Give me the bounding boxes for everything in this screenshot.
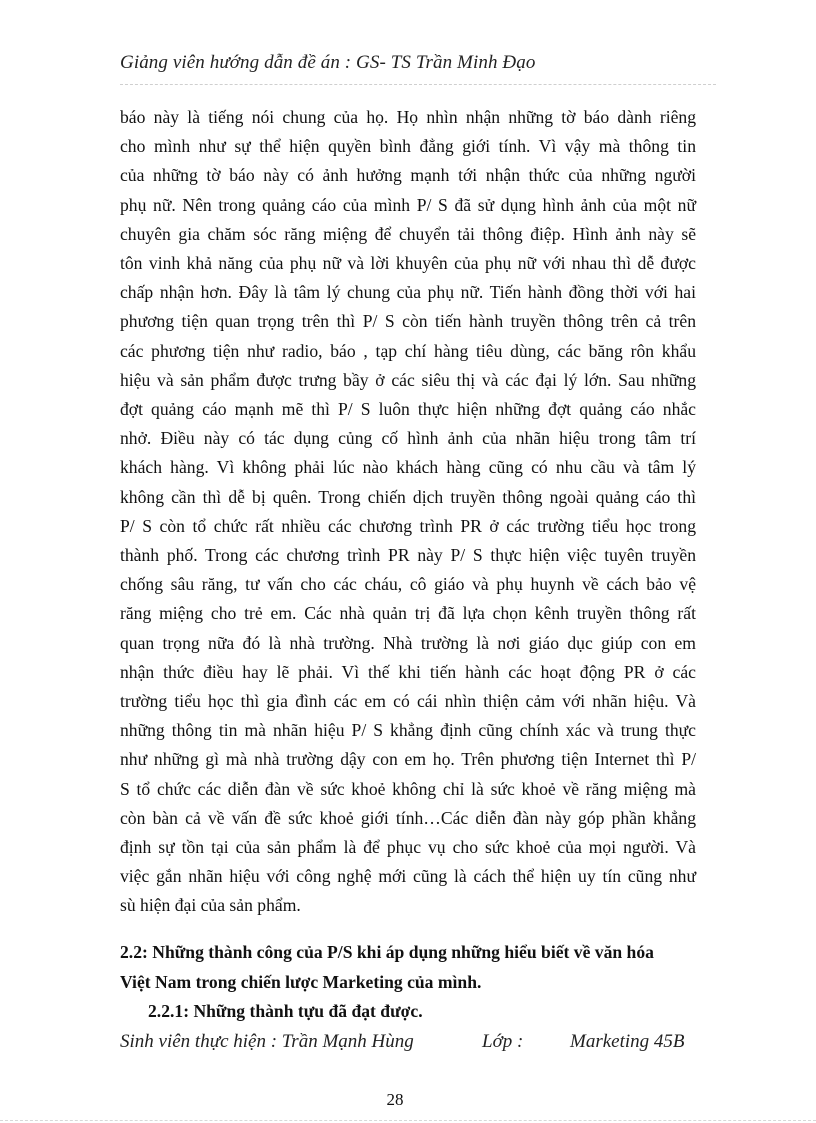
body-line: các phương tiện như radio, báo , tạp chí hàng tiêu dùng, các băng rôn khẩu	[120, 340, 696, 361]
body-line: chấp nhận hơn. Đây là tâm lý chung của phụ nữ. Tiến hành đồng thời với hai	[120, 282, 696, 303]
page-header: Giảng viên hướng dẫn đề án : GS- TS Trần Minh Đạo	[120, 52, 536, 73]
section-heading	[120, 938, 696, 997]
body-line: khách hàng. Vì không phải lúc nào khách hàng cũng có nhu cầu và tâm lý	[120, 457, 696, 478]
body-line: của những tờ báo này có ảnh hưởng mạnh tới nhận thức của những người	[120, 165, 696, 186]
header-divider	[120, 84, 716, 85]
body-line: nhận thức điều hay lẽ phải. Vì thế khi tiến hành các hoạt động PR ở các	[120, 661, 696, 682]
body-line: chuyên gia chăm sóc răng miệng để chuyển tải thông điệp. Hình ảnh này sẽ	[120, 223, 696, 244]
section-heading-line: Việt Nam trong chiến lược Marketing của mình.	[120, 971, 482, 992]
body-line: trường tiểu học thì gia đình các em có cái nhìn thiện cảm với nhãn hiệu. Và	[120, 691, 696, 712]
body-line: phương tiện quan trọng trên thì P/ S còn tiến hành truyền thông trên cả trên	[120, 311, 696, 332]
body-line: việc gắn nhãn hiệu với công nghệ mới cũng là cách thể hiện uy tín cũng như	[120, 866, 696, 887]
body-line: S tổ chức các diễn đàn về sức khoẻ không chỉ là sức khoẻ về răng miệng mà	[120, 778, 696, 799]
footer-class-value: Marketing 45B	[570, 1031, 685, 1052]
subsection-heading: 2.2.1: Những thành tựu đã đạt được.	[148, 1001, 423, 1021]
body-line: quan trọng nữa đó là nhà trường. Nhà trường là nơi giáo dục giúp con em	[120, 632, 696, 653]
body-line: phụ nữ. Nên trong quảng cáo của mình P/ S đã sử dụng hình ảnh của một nữ	[120, 194, 696, 215]
body-line: cho mình như sự thể hiện quyền bình đẳng giới tính. Vì vậy mà thông tin	[120, 136, 696, 157]
body-line: chống sâu răng, tư vấn cho các cháu, cô giáo và phụ huynh về cách bảo vệ	[120, 574, 696, 595]
body-line: không cần thì dễ bị quên. Trong chiến dịch truyền thông ngoài quảng cáo thì	[120, 486, 696, 507]
body-line: báo này là tiếng nói chung của họ. Họ nhìn nhận những tờ báo dành riêng	[120, 107, 696, 127]
body-line: nhở. Điều này có tác dụng củng cố hình ảnh của nhãn hiệu trong tâm trí	[120, 428, 696, 449]
body-paragraph	[120, 103, 696, 921]
body-line: định sự tồn tại của sản phẩm là để phục vụ cho sức khoẻ của mọi người. Và	[120, 837, 696, 858]
body-line: đợt quảng cáo mạnh mẽ thì P/ S luôn thực hiện những đợt quảng cáo nhắc	[120, 399, 696, 420]
body-line: răng miệng cho trẻ em. Các nhà quản trị đã lựa chọn kênh truyền thông rất	[120, 603, 696, 624]
body-line: những thông tin mà nhãn hiệu P/ S khẳng định cũng chính xác và trung thực	[120, 720, 696, 741]
body-line: còn bàn cả về vấn đề sức khoẻ giới tính…Các diễn đàn này góp phần khẳng	[120, 807, 696, 828]
body-line: hiệu và sản phẩm được trưng bầy ở các siêu thị và các đại lý lớn. Sau những	[120, 369, 696, 390]
footer-class-label: Lớp :	[482, 1031, 524, 1052]
bottom-divider	[0, 1120, 816, 1121]
body-line: thành phố. Trong các chương trình PR này P/ S thực hiện việc tuyên truyền	[120, 545, 696, 566]
body-line: tôn vinh khả năng của phụ nữ và lời khuyên của phụ nữ với nhau thì dễ được	[120, 253, 696, 274]
section-heading-line: 2.2: Những thành công của P/S khi áp dụng những hiểu biết về văn hóa	[120, 942, 654, 962]
body-line: như những gì mà nhà trường dậy con em họ. Trên phương tiện Internet thì P/	[120, 749, 696, 770]
footer-student: Sinh viên thực hiện : Trần Mạnh Hùng	[120, 1031, 414, 1052]
page-number: 28	[386, 1090, 404, 1109]
body-line: P/ S còn tổ chức rất nhiều các chương trình PR ở các trường tiểu học trong	[120, 515, 696, 536]
body-line: sù hiện đại của sản phẩm.	[120, 895, 301, 916]
